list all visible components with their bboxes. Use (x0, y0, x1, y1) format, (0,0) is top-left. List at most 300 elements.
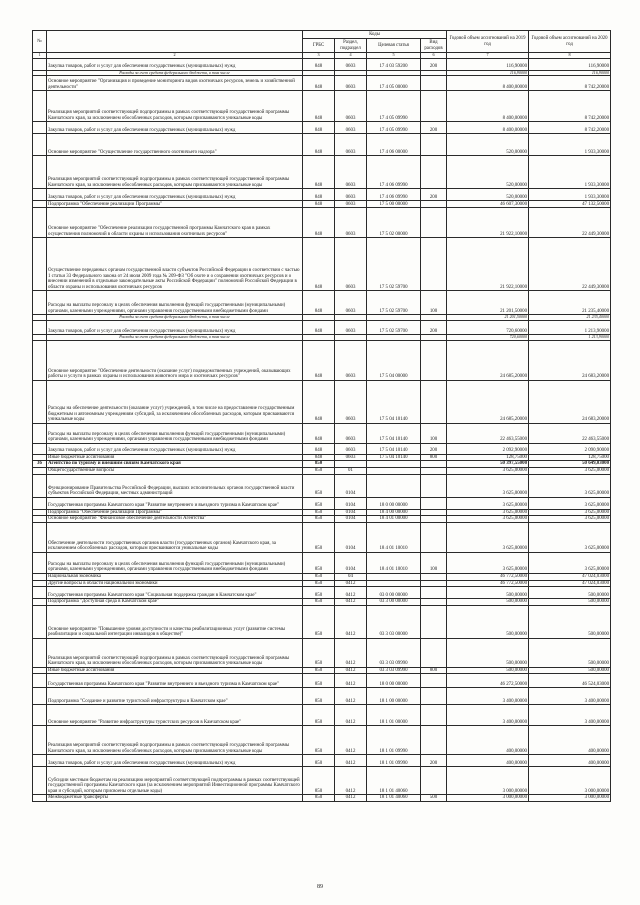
row-amount-2019: 116,90000 (447, 58, 529, 70)
row-target-article: 17 4 06 00000 (367, 134, 421, 156)
table-row (33, 667, 611, 674)
row-expense-kind (421, 674, 447, 688)
row-description: Подпрограмма "Доступная среда в Камчатском крае" (47, 599, 303, 606)
row-grbs: 850 (303, 509, 335, 516)
row-amount-2019: 400,00000 (447, 726, 529, 755)
table-row (33, 76, 611, 91)
row-description: Закупка товаров, работ и услуг для обеспечения государственных (муниципальных) нужд (47, 58, 303, 70)
table-row (33, 461, 611, 468)
row-grbs: 848 (303, 208, 335, 238)
row-number (33, 674, 47, 688)
row-expense-kind (421, 599, 447, 606)
row-description: Расходы за счет средств федерального бюджета, в том числе (47, 70, 303, 76)
row-amount-2019: 3 625,00000 (447, 516, 529, 523)
row-target-article (367, 461, 421, 468)
table-row (33, 705, 611, 726)
row-expense-kind (421, 461, 447, 468)
row-amount-2019: 3 625,00000 (447, 523, 529, 553)
row-section: 0412 (335, 667, 367, 674)
row-amount-2020: 3 625,00000 (529, 497, 611, 509)
row-expense-kind: 100 (421, 291, 447, 315)
row-description: Реализация мероприятий соответствующей подпрограммы в рамках соответствующей государственной программы Камчатского края, за исключением обособленных расходов, которым присваиваются уникальные коды (47, 156, 303, 189)
row-grbs: 850 (303, 516, 335, 523)
row-description: Общегосударственные вопросы (47, 467, 303, 474)
row-target-article: 03 3 03 00000 (367, 605, 421, 638)
row-number (33, 454, 47, 461)
row-description: Государственная программа Камчатского края "Развитие внутреннего и въездного туризма в Камчатском крае" (47, 674, 303, 688)
row-grbs: 850 (303, 605, 335, 638)
table-row (33, 509, 611, 516)
row-section: 0603 (335, 201, 367, 208)
header-kind: Вид расходов (421, 39, 447, 53)
row-amount-2019: 520,00000 (447, 134, 529, 156)
row-amount-2019: 24 685,20000 (447, 340, 529, 380)
row-expense-kind (421, 638, 447, 667)
row-amount-2020: 500,00000 (529, 605, 611, 638)
row-target-article (367, 467, 421, 474)
col-number: 5 (367, 53, 421, 59)
row-expense-kind: 800 (421, 667, 447, 674)
row-description: Функционирование Правительства Российской Федерации, высших исполнительных органов государственной власти субъектов Российской Федерации, местных администраций (47, 474, 303, 497)
row-amount-2019: 46 772,50000 (447, 580, 529, 587)
table-row (33, 726, 611, 755)
row-section: 0603 (335, 291, 367, 315)
row-expense-kind (421, 156, 447, 189)
row-amount-2020: 1 933,30000 (529, 156, 611, 189)
row-expense-kind: 200 (421, 755, 447, 767)
row-expense-kind (421, 134, 447, 156)
row-number (33, 755, 47, 767)
row-amount-2019: 8 400,00000 (447, 122, 529, 134)
row-expense-kind: 200 (421, 122, 447, 134)
row-target-article: 18 1 01 00000 (367, 705, 421, 726)
row-description: Национальная экономика (47, 574, 303, 581)
row-amount-2019: 8 400,00000 (447, 76, 529, 91)
row-amount-2019: 3 625,00000 (447, 509, 529, 516)
col-number: 7 (447, 53, 529, 59)
row-grbs: 850 (303, 667, 335, 674)
row-amount-2019: 24 685,20000 (447, 380, 529, 423)
row-description: Государственная программа Камчатского края "Социальная поддержка граждан в Камчатском крае" (47, 587, 303, 599)
row-grbs: 850 (303, 638, 335, 667)
table-row (33, 122, 611, 134)
header-codes: Коды (303, 31, 447, 39)
row-target-article: 17 5 04 00000 (367, 340, 421, 380)
row-grbs: 850 (303, 599, 335, 606)
row-target-article: 17 4 06 09990 (367, 156, 421, 189)
row-grbs: 848 (303, 443, 335, 454)
row-number (33, 321, 47, 335)
row-number (33, 134, 47, 156)
row-amount-2020: 21 235,40000 (529, 291, 611, 315)
row-target-article: 18 0 00 00000 (367, 674, 421, 688)
row-target-article: 17 4 06 09990 (367, 189, 421, 201)
row-expense-kind: 100 (421, 423, 447, 443)
row-grbs: 850 (303, 497, 335, 509)
row-number (33, 587, 47, 599)
row-amount-2019: 400,00000 (447, 755, 529, 767)
table-row (33, 291, 611, 315)
header-num: № (33, 31, 47, 53)
row-number (33, 688, 47, 705)
row-target-article: 17 5 04 10140 (367, 443, 421, 454)
col-number: 2 (47, 53, 303, 59)
row-grbs: 848 (303, 156, 335, 189)
row-grbs: 848 (303, 454, 335, 461)
table-row (33, 208, 611, 238)
row-section: 0412 (335, 674, 367, 688)
row-expense-kind (421, 497, 447, 509)
table-row (33, 688, 611, 705)
row-expense-kind: 200 (421, 189, 447, 201)
table-row (33, 638, 611, 667)
row-target-article: 17 5 02 00000 (367, 208, 421, 238)
row-amount-2019: 3 000,00000 (447, 767, 529, 795)
row-amount-2020: 1 213,90000 (529, 335, 611, 341)
row-description: Расходы за счет средств федерального бюджета, в том числе (47, 315, 303, 321)
row-amount-2019: 46 607,30000 (447, 201, 529, 208)
row-target-article: 17 4 05 00000 (367, 76, 421, 91)
row-target-article: 17 5 02 59700 (367, 238, 421, 291)
row-section: 0603 (335, 380, 367, 423)
row-grbs: 848 (303, 238, 335, 291)
row-description: Государственная программа Камчатского края "Развитие внутреннего и въездного туризма в Камчатском крае" (47, 497, 303, 509)
row-amount-2020: 500,00000 (529, 667, 611, 674)
row-grbs: 850 (303, 705, 335, 726)
row-expense-kind (421, 523, 447, 553)
row-amount-2019: 22 463,55000 (447, 423, 529, 443)
row-number (33, 423, 47, 443)
row-description: Субсидии местным бюджетам на реализацию мероприятий соответствующей подпрограммы в рамках соответствующей государственной программы Камчатского края (за исключением мероприятий Инвестиционной программы Камчатского края и субсидий, которым присвоены отдельные коды) (47, 767, 303, 795)
table-body (33, 58, 611, 801)
row-grbs: 850 (303, 467, 335, 474)
row-description: Основное мероприятие "Обеспечение реализации государственной программы Камчатского края в рамках осуществления полномочий в области охраны и использования охотничьих ресурсов" (47, 208, 303, 238)
row-grbs: 848 (303, 423, 335, 443)
row-grbs: 850 (303, 688, 335, 705)
row-amount-2020: 400,00000 (529, 755, 611, 767)
row-description: Расходы на обеспечение деятельности (оказание услуг) учреждений, в том числе на предоставление государственным бюджетным и автономным учреждениям субсидий, за исключением обособленных расходов, которым присваиваются уникальные коды (47, 380, 303, 423)
table-row (33, 423, 611, 443)
table-row (33, 795, 611, 802)
row-expense-kind (421, 340, 447, 380)
row-number (33, 208, 47, 238)
row-number (33, 767, 47, 795)
row-number (33, 667, 47, 674)
row-amount-2020: 47 024,03000 (529, 580, 611, 587)
table-row (33, 321, 611, 335)
col-number: 6 (421, 53, 447, 59)
row-number (33, 599, 47, 606)
row-grbs: 848 (303, 340, 335, 380)
row-section: 0603 (335, 134, 367, 156)
row-grbs: 850 (303, 767, 335, 795)
row-target-article: 17 5 02 59700 (367, 321, 421, 335)
row-amount-2020: 24 683,20000 (529, 380, 611, 423)
row-section: 0603 (335, 443, 367, 454)
table-row (33, 767, 611, 795)
row-expense-kind (421, 208, 447, 238)
row-amount-2020: 1 933,30000 (529, 189, 611, 201)
row-amount-2020: 22 463,55000 (529, 423, 611, 443)
row-section: 0603 (335, 189, 367, 201)
row-grbs: 850 (303, 726, 335, 755)
table-row (33, 574, 611, 581)
row-target-article: 03 3 03 09990 (367, 638, 421, 667)
row-number (33, 156, 47, 189)
row-target-article: 17 5 04 10140 (367, 454, 421, 461)
row-target-article: 17 4 05 09990 (367, 91, 421, 122)
row-number (33, 76, 47, 91)
row-description: Другие вопросы в области национальной экономики (47, 580, 303, 587)
row-description: Закупка товаров, работ и услуг для обеспечения государственных (муниципальных) нужд (47, 122, 303, 134)
row-amount-2019: 21 201,50000 (447, 315, 529, 321)
row-expense-kind: 100 (421, 553, 447, 574)
row-grbs: 848 (303, 201, 335, 208)
row-target-article: 17 5 04 10140 (367, 423, 421, 443)
row-number: 36 (33, 461, 47, 468)
table-row (33, 380, 611, 423)
row-amount-2020: 3 625,00000 (529, 523, 611, 553)
row-target-article (367, 474, 421, 497)
row-grbs: 848 (303, 76, 335, 91)
table-row (33, 599, 611, 606)
row-amount-2020: 400,00000 (529, 726, 611, 755)
row-number (33, 201, 47, 208)
row-section: 0603 (335, 122, 367, 134)
row-expense-kind (421, 705, 447, 726)
row-expense-kind: 200 (421, 321, 447, 335)
row-description: Агентство по туризму и внешним связям Камчатского края (47, 461, 303, 468)
row-target-article (367, 580, 421, 587)
table-row (33, 238, 611, 291)
table-row (33, 156, 611, 189)
row-amount-2020: 47 132,50000 (529, 201, 611, 208)
table-row (33, 189, 611, 201)
header-target: Целевая статья (367, 39, 421, 53)
row-description: Закупка товаров, работ и услуг для обеспечения государственных (муниципальных) нужд (47, 189, 303, 201)
row-section: 0603 (335, 208, 367, 238)
row-amount-2020: 3 625,00000 (529, 509, 611, 516)
table-row (33, 201, 611, 208)
row-amount-2019: 46 772,50000 (447, 574, 529, 581)
row-section: 0104 (335, 474, 367, 497)
table-row (33, 755, 611, 767)
row-number (33, 705, 47, 726)
row-description: Расходы за счет средств федерального бюджета, в том числе (47, 335, 303, 341)
row-section: 0412 (335, 638, 367, 667)
row-amount-2020: 2 090,90000 (529, 443, 611, 454)
table-row (33, 497, 611, 509)
row-description: Обеспечение деятельности государственных органов власти (государственных органов) Камчатского края, за исключением обособленных расходов, которым присваиваются уникальные коды (47, 523, 303, 553)
table-row (33, 523, 611, 553)
row-amount-2020: 22 449,30000 (529, 208, 611, 238)
row-grbs: 850 (303, 523, 335, 553)
row-target-article: 18 1 01 09990 (367, 755, 421, 767)
row-description: Основное мероприятие "Осуществление государственного охотничьего надзора" (47, 134, 303, 156)
row-section (335, 461, 367, 468)
table-row (33, 454, 611, 461)
row-section: 0603 (335, 58, 367, 70)
table-row (33, 91, 611, 122)
row-description: Закупка товаров, работ и услуг для обеспечения государственных (муниципальных) нужд (47, 321, 303, 335)
row-number (33, 795, 47, 802)
row-expense-kind (421, 767, 447, 795)
row-number (33, 474, 47, 497)
row-target-article: 18 1 00 00000 (367, 688, 421, 705)
row-amount-2020: 3 625,00000 (529, 467, 611, 474)
row-expense-kind (421, 467, 447, 474)
row-amount-2019: 500,00000 (447, 638, 529, 667)
row-description: Осуществление переданных органам государственной власти субъектов Российской Федерации в соответствии с частью 1 статьи 33 Федерального закона от 24 июля 2009 года № 209-ФЗ "Об охоте и о сохранении охотничьих ресурсов и о внесении изменений в отдельные законодательные акты Российской Федерации" полномочий Российской Федерации в области охраны и использования охотничьих ресурсов (47, 238, 303, 291)
row-amount-2020: 500,00000 (529, 599, 611, 606)
row-amount-2020: 8 742,20000 (529, 91, 611, 122)
row-amount-2019: 21 201,50000 (447, 291, 529, 315)
row-grbs: 848 (303, 291, 335, 315)
row-grbs: 850 (303, 674, 335, 688)
row-expense-kind (421, 474, 447, 497)
row-section: 0412 (335, 705, 367, 726)
row-amount-2020: 3 400,00000 (529, 688, 611, 705)
row-target-article: 17 4 03 59200 (367, 58, 421, 70)
row-number (33, 516, 47, 523)
row-number (33, 580, 47, 587)
row-number (33, 122, 47, 134)
row-expense-kind (421, 76, 447, 91)
table-row (33, 580, 611, 587)
row-description: Межбюджетные трансферты (47, 795, 303, 802)
row-number (33, 726, 47, 755)
row-number (33, 605, 47, 638)
row-amount-2020: 116,90000 (529, 70, 611, 76)
col-number: 8 (529, 53, 611, 59)
row-target-article: 18 1 01 40060 (367, 795, 421, 802)
row-section: 0603 (335, 238, 367, 291)
header-section: Раздел, подраздел (335, 39, 367, 53)
row-amount-2019: 3 000,00000 (447, 795, 529, 802)
row-number (33, 380, 47, 423)
col-number: 1 (33, 53, 47, 59)
row-section: 0412 (335, 580, 367, 587)
row-amount-2020: 47 024,03000 (529, 574, 611, 581)
row-amount-2019: 116,90000 (447, 70, 529, 76)
row-grbs: 848 (303, 58, 335, 70)
col-number: 3 (303, 53, 335, 59)
row-description: Основное мероприятие "Финансовое обеспечение деятельности Агентства" (47, 516, 303, 523)
row-number (33, 340, 47, 380)
row-target-article: 17 5 04 10140 (367, 380, 421, 423)
row-amount-2020: 3 000,00000 (529, 795, 611, 802)
row-target-article: 18 4 01 00000 (367, 516, 421, 523)
row-number (33, 291, 47, 315)
row-section: 0603 (335, 76, 367, 91)
row-section: 0412 (335, 587, 367, 599)
row-amount-2020: 8 742,20000 (529, 122, 611, 134)
row-amount-2020: 50 649,03000 (529, 461, 611, 468)
row-amount-2019: 50 397,55000 (447, 461, 529, 468)
row-description: Основное мероприятие "Повышение уровня доступности и качества реабилитационных услуг (развитие системы реабилитации и социальной интеграции инвалидов в обществе)" (47, 605, 303, 638)
row-description: Закупка товаров, работ и услуг для обеспечения государственных (муниципальных) нужд (47, 755, 303, 767)
row-expense-kind (421, 380, 447, 423)
row-grbs: 850 (303, 795, 335, 802)
row-section: 01 (335, 467, 367, 474)
row-amount-2020: 21 235,40000 (529, 315, 611, 321)
table-row (33, 553, 611, 574)
row-amount-2019: 3 625,00000 (447, 497, 529, 509)
row-grbs: 848 (303, 189, 335, 201)
row-description: Иные бюджетные ассигнования (47, 667, 303, 674)
row-number (33, 91, 47, 122)
row-section: 0104 (335, 523, 367, 553)
row-amount-2020: 3 625,00000 (529, 553, 611, 574)
table-row (33, 443, 611, 454)
row-description: Расходы на выплаты персоналу в целях обеспечения выполнения функций государственными (муниципальными) органами, казенными учреждениями, органами управления государственными внебюджетными фондами (47, 423, 303, 443)
row-amount-2019: 3 625,00000 (447, 474, 529, 497)
row-number (33, 467, 47, 474)
row-expense-kind (421, 91, 447, 122)
row-description: Основное мероприятие "Обеспечение деятельности (оказание услуг) подведомственных учреждений, оказывающих работы и услуги в рамках охраны и использования животного мира и охотничьих ресурсов" (47, 340, 303, 380)
row-grbs: 850 (303, 587, 335, 599)
row-amount-2020: 128,75000 (529, 454, 611, 461)
row-number (33, 638, 47, 667)
row-amount-2019: 500,00000 (447, 605, 529, 638)
row-expense-kind (421, 516, 447, 523)
row-expense-kind (421, 580, 447, 587)
row-amount-2019: 520,00000 (447, 189, 529, 201)
row-description: Подпрограмма "Создание и развитие туристской инфраструктуры в Камчатском крае" (47, 688, 303, 705)
row-grbs: 850 (303, 474, 335, 497)
row-expense-kind (421, 726, 447, 755)
row-target-article (367, 574, 421, 581)
row-number (33, 189, 47, 201)
row-grbs: 850 (303, 755, 335, 767)
col-number: 4 (335, 53, 367, 59)
row-amount-2020: 1 933,30000 (529, 134, 611, 156)
row-target-article: 17 4 05 09990 (367, 122, 421, 134)
row-expense-kind: 500 (421, 795, 447, 802)
row-number (33, 523, 47, 553)
row-section: 0603 (335, 423, 367, 443)
row-expense-kind: 200 (421, 58, 447, 70)
row-section: 0412 (335, 599, 367, 606)
row-expense-kind (421, 688, 447, 705)
row-section: 0412 (335, 767, 367, 795)
row-number (33, 443, 47, 454)
header-year-2019: Годовой объем ассигнований на 2019 год (447, 31, 529, 53)
row-section: 0412 (335, 726, 367, 755)
row-target-article: 03 3 00 00000 (367, 599, 421, 606)
row-target-article: 18 1 01 40060 (367, 767, 421, 795)
row-description: Реализация мероприятий соответствующей подпрограммы в рамках соответствующей государственной программы Камчатского края, за исключением обособленных расходов, которым присваиваются уникальные коды (47, 726, 303, 755)
row-amount-2020: 3 400,00000 (529, 705, 611, 726)
row-section: 0104 (335, 516, 367, 523)
row-description: Расходы на выплаты персоналу в целях обеспечения выполнения функций государственными (муниципальными) органами, казенными учреждениями, органами управления государственными внебюджетными фондами (47, 291, 303, 315)
table-row (33, 516, 611, 523)
row-amount-2020: 1 213,90000 (529, 321, 611, 335)
row-expense-kind: 200 (421, 443, 447, 454)
row-section: 0603 (335, 454, 367, 461)
row-amount-2020: 8 742,20000 (529, 76, 611, 91)
row-amount-2020: 3 625,00000 (529, 516, 611, 523)
row-amount-2019: 3 625,00000 (447, 553, 529, 574)
table-row (33, 605, 611, 638)
row-description: Основное мероприятие "Развитие инфраструктуры туристских ресурсов в Камчатском крае" (47, 705, 303, 726)
row-amount-2020: 500,00000 (529, 638, 611, 667)
row-section: 0603 (335, 91, 367, 122)
row-target-article: 18 1 01 09990 (367, 726, 421, 755)
row-section: 0603 (335, 156, 367, 189)
row-section: 0603 (335, 321, 367, 335)
appropriations-table (32, 30, 611, 802)
